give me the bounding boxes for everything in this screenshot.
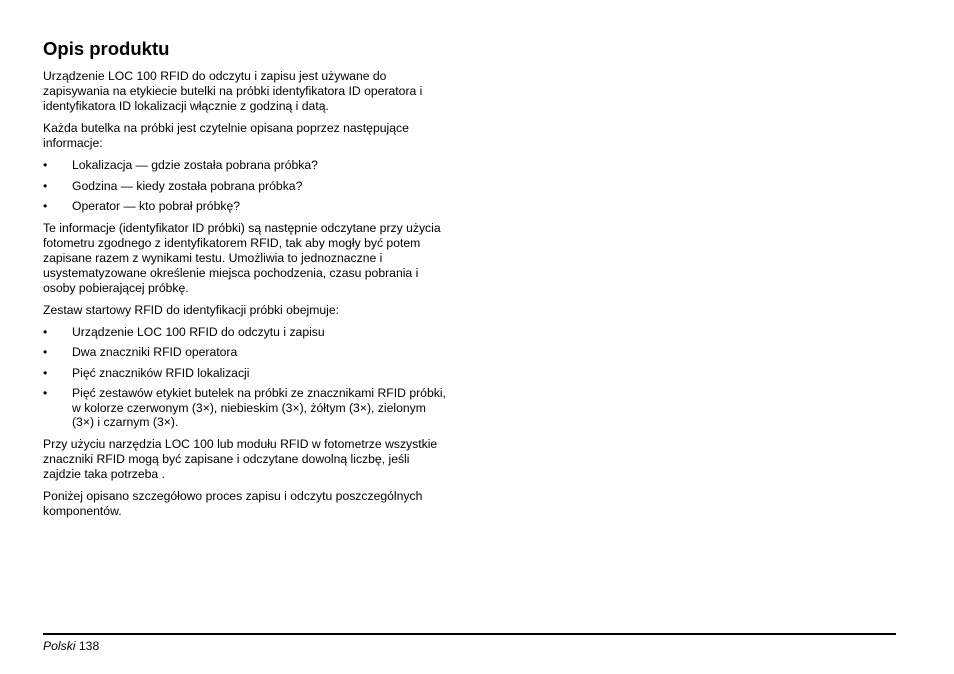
- page-footer: [43, 639, 99, 654]
- bullet-mark: •: [43, 324, 48, 339]
- bullet-mark: •: [43, 178, 48, 193]
- info-list: [43, 158, 447, 214]
- list-item: [43, 345, 447, 360]
- list-item-text: Urządzenie LOC 100 RFID do odczytu i zapisu: [72, 324, 325, 339]
- list-item: [43, 158, 447, 173]
- list-item: [43, 366, 447, 381]
- kit-lead-paragraph: Zestaw startowy RFID do identyfikacji próbki obejmuje:: [43, 302, 339, 317]
- footer-divider: [43, 633, 896, 635]
- list-item: [43, 325, 447, 340]
- usage-paragraph: Przy użyciu narzędzia LOC 100 lub modułu RFID w fotometrze wszystkie znaczniki RFID mogą być zapisane i odczytane dowolną liczbę, jeśli zajdzie taka potrzeba .: [43, 436, 438, 481]
- bullet-mark: •: [43, 365, 48, 380]
- kit-list: [43, 325, 447, 430]
- list-item-text: Pięć znaczników RFID lokalizacji: [72, 365, 250, 380]
- list-item: [43, 179, 447, 194]
- bullet-mark: •: [43, 199, 48, 213]
- info-lead-paragraph: Każda butelka na próbki jest czytelnie opisana poprzez następujące informacje:: [43, 121, 409, 150]
- main-column: [43, 38, 447, 526]
- list-item-text: Lokalizacja — gdzie została pobrana próbka?: [72, 158, 318, 172]
- bullet-mark: •: [43, 386, 48, 400]
- list-item-text: Pięć zestawów etykiet butelek na próbki ze znacznikami RFID próbki, w kolorze czerwonym (3×), niebieskim (3×), żółtym (3×), zielonym (3×) i czarnym (3×).: [72, 386, 446, 429]
- footer-language: Polski: [43, 639, 76, 653]
- list-item: [43, 386, 447, 430]
- list-item-text: Dwa znaczniki RFID operatora: [72, 345, 238, 359]
- list-item: [43, 199, 447, 214]
- bullet-mark: •: [43, 158, 48, 172]
- intro-paragraph: Urządzenie LOC 100 RFID do odczytu i zapisu jest używane do zapisywania na etykiecie butelki na próbki identyfikatora ID operatora i identyfikatora ID lokalizacji włącznie z godziną i datą.: [43, 69, 423, 113]
- bullet-mark: •: [43, 345, 48, 359]
- photometer-paragraph: Te informacje (identyfikator ID próbki) są następnie odczytane przy użycia fotometru zgodnego z identyfikatorem RFID, tak aby mogły być potem zapisane razem z wynikami testu. Umożliwia to jednoznaczne i usystematyzowane określenie miejsca pochodzenia, czasu pobrania i osoby pobierającej próbkę.: [43, 220, 441, 295]
- page-title: Opis produktu: [43, 38, 170, 59]
- closing-paragraph: Poniżej opisano szczegółowo proces zapisu i odczytu poszczególnych komponentów.: [43, 488, 423, 518]
- list-item-text: Godzina — kiedy została pobrana próbka?: [72, 178, 303, 193]
- footer-page-number: 138: [78, 639, 100, 653]
- list-item-text: Operator — kto pobrał próbkę?: [72, 199, 241, 213]
